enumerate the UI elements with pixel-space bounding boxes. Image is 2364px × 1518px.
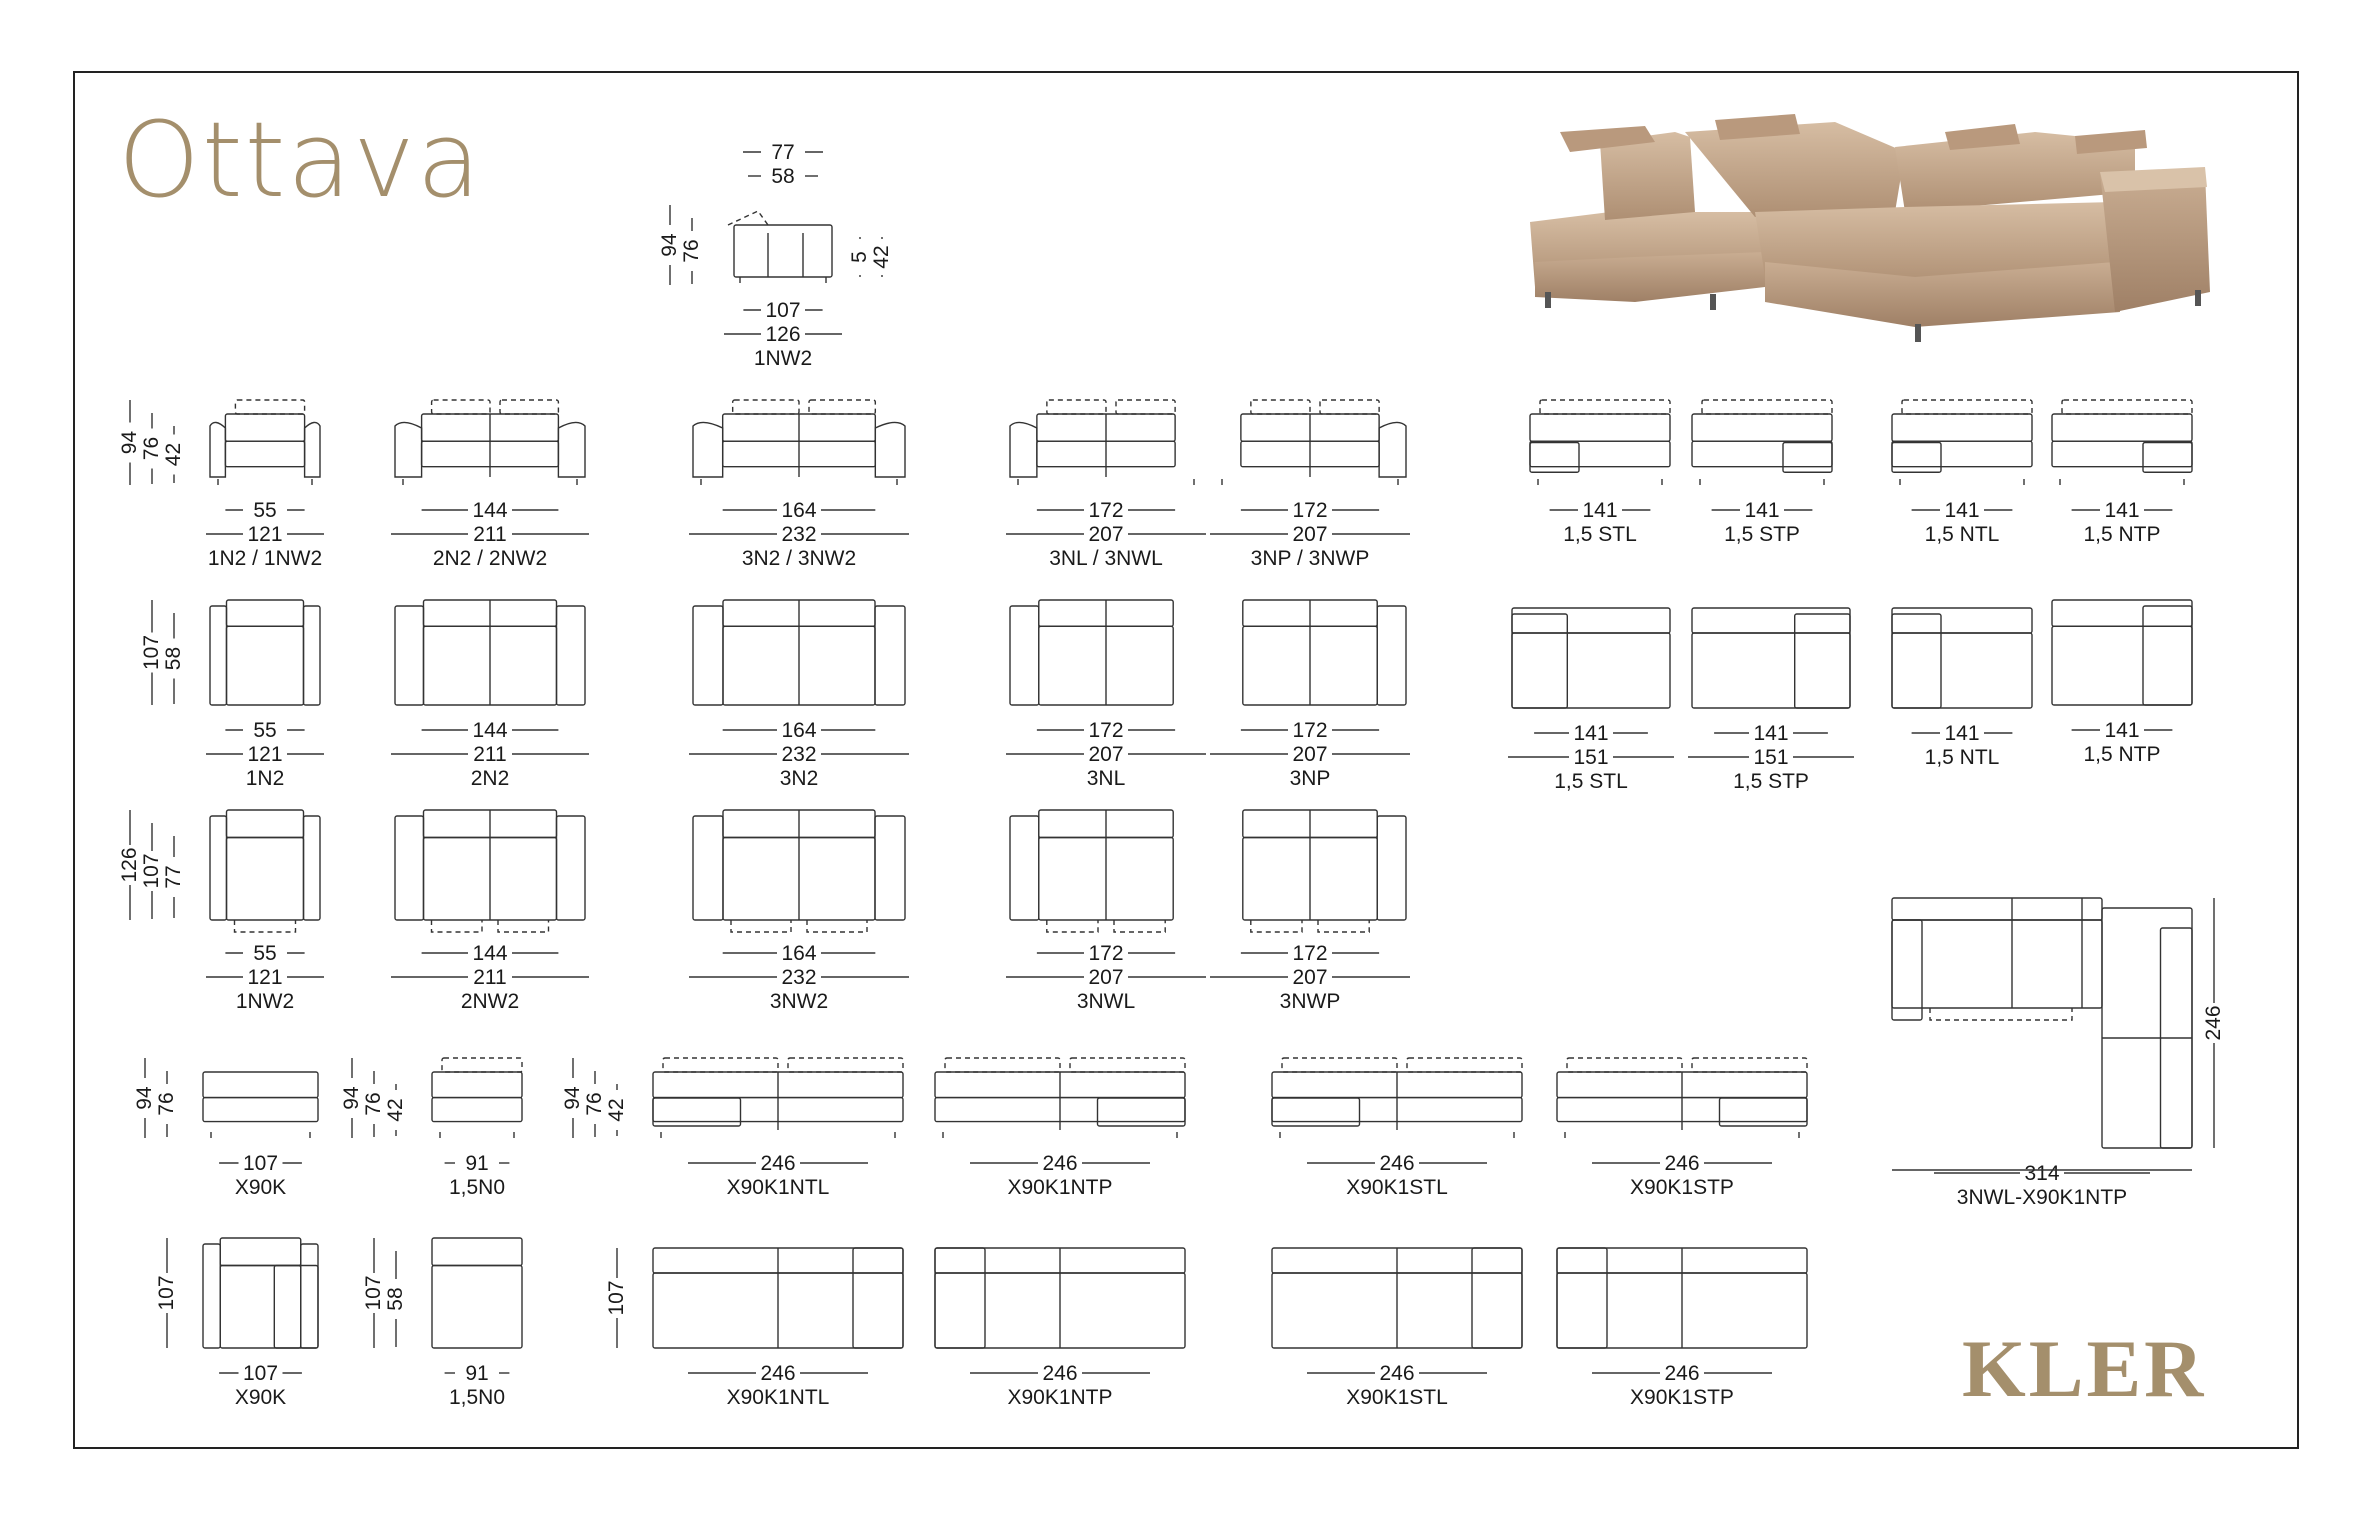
- dimension-label: 172: [1088, 942, 1124, 965]
- drawing-1n2-1nw2-front: [118, 400, 324, 570]
- dimension-label: 232: [781, 523, 817, 546]
- dimension-label: 42: [384, 1098, 407, 1122]
- dimension-label: 232: [781, 966, 817, 989]
- dimension-label: 77: [162, 865, 185, 889]
- dimension-label: 76: [155, 1092, 178, 1116]
- drawing-3nwl-top: [1006, 810, 1206, 1013]
- drawing-x90k1stp-top: [1557, 1248, 1807, 1409]
- model-label: 1NW2: [753, 347, 813, 370]
- dimension-label: 144: [472, 719, 508, 742]
- dimension-label: 94: [561, 1086, 584, 1110]
- model-label: X90K1NTP: [1007, 1386, 1113, 1409]
- dimension-label: 207: [1292, 523, 1328, 546]
- model-label: 1,5 STL: [1554, 770, 1628, 793]
- model-label: 3N2: [779, 767, 819, 790]
- dimension-label: 107: [362, 1275, 385, 1311]
- dimension-label: 151: [1573, 746, 1609, 769]
- drawing-15stl-top: [1508, 608, 1674, 793]
- dimension-label: 76: [140, 436, 163, 461]
- dimension-label: 207: [1292, 743, 1328, 766]
- dimension-label: 172: [1292, 942, 1328, 965]
- dimension-label: 141: [1944, 499, 1980, 522]
- dimension-label: 58: [384, 1287, 407, 1311]
- model-label: 1,5 NTL: [1924, 746, 2000, 769]
- drawing-2n2-top: [391, 600, 589, 790]
- dimension-label: 42: [162, 442, 185, 467]
- drawing-1nw2-top: [118, 810, 324, 1013]
- dimension-label: 172: [1292, 499, 1328, 522]
- drawing-x90k1stl-top: [1272, 1248, 1522, 1409]
- dimension-label: 107: [155, 1275, 178, 1311]
- drawing-3n2-3nw2-front: [689, 400, 909, 570]
- dimension-label: 141: [1582, 499, 1618, 522]
- dimension-label: 76: [362, 1092, 385, 1116]
- model-label: 1,5 STP: [1733, 770, 1809, 793]
- drawing-15ntl-top: [1892, 608, 2032, 769]
- drawing-1n2-top: [140, 600, 324, 790]
- dimension-label: 246: [760, 1362, 796, 1385]
- dimension-label: 172: [1088, 499, 1124, 522]
- model-label: 3N2 / 3NW2: [741, 547, 857, 570]
- model-label: 2N2: [470, 767, 510, 790]
- dimension-label: 42: [605, 1098, 628, 1122]
- dimension-label: 94: [118, 430, 141, 455]
- dimension-label: 55: [253, 942, 277, 965]
- dimension-label: 126: [118, 847, 141, 883]
- dimension-label: 246: [1379, 1152, 1415, 1175]
- model-label: 2NW2: [460, 990, 520, 1013]
- dimension-label: 121: [247, 743, 283, 766]
- dimension-label: 107: [605, 1280, 628, 1316]
- drawing-15n0-front: [340, 1058, 522, 1199]
- dimension-label: 144: [472, 942, 508, 965]
- model-label: 1,5N0: [448, 1176, 506, 1199]
- dimension-label: 55: [253, 719, 277, 742]
- dimension-label: 91: [465, 1362, 489, 1385]
- model-label: X90K: [234, 1176, 287, 1199]
- model-label: X90K1STP: [1630, 1176, 1734, 1199]
- model-label: 3NWL: [1076, 990, 1136, 1013]
- dimension-label: 246: [1042, 1362, 1078, 1385]
- model-label: 1,5 STP: [1724, 523, 1800, 546]
- model-label: X90K: [234, 1386, 287, 1409]
- dimension-label: 107: [765, 299, 801, 322]
- drawing-3nl-3nwl-front: [1006, 400, 1206, 570]
- model-label: 3NWL-X90K1NTP: [1956, 1186, 2128, 1209]
- model-label: 1NW2: [235, 990, 295, 1013]
- dimension-label: 141: [1753, 722, 1789, 745]
- dimension-label: 246: [1379, 1362, 1415, 1385]
- drawing-3nw2-top: [689, 810, 909, 1013]
- dimension-label: 58: [771, 165, 795, 188]
- model-label: 1,5 NTP: [2083, 743, 2161, 766]
- model-label: 1,5N0: [448, 1386, 506, 1409]
- dimension-label: 207: [1088, 966, 1124, 989]
- drawing-x90k1ntl-top: [605, 1248, 903, 1409]
- dimension-label: 55: [253, 499, 277, 522]
- drawing-x90k1stp-front: [1557, 1058, 1807, 1199]
- drawing-15stl-front: [1530, 400, 1670, 546]
- model-label: X90K1NTL: [726, 1386, 830, 1409]
- dimension-label: 172: [1292, 719, 1328, 742]
- dimension-label: 91: [465, 1152, 489, 1175]
- drawing-x90k1ntp-top: [935, 1248, 1185, 1409]
- model-label: X90K1STL: [1346, 1176, 1448, 1199]
- drawing-2nw2-top: [391, 810, 589, 1013]
- model-label: 1,5 STL: [1563, 523, 1637, 546]
- dimension-label: 246: [1664, 1362, 1700, 1385]
- dimension-label: 58: [162, 646, 185, 671]
- drawing-x90k-front: [133, 1058, 318, 1199]
- drawing-x90k1ntp-front: [935, 1058, 1185, 1199]
- model-label: 1N2: [245, 767, 285, 790]
- dimension-label: 246: [1664, 1152, 1700, 1175]
- drawing-3n2-top: [689, 600, 909, 790]
- dimension-label: 211: [473, 523, 507, 546]
- model-label: 3NW2: [769, 990, 829, 1013]
- drawing-3np-top: [1210, 600, 1410, 790]
- dimension-label: 107: [242, 1152, 279, 1175]
- model-label: 1,5 NTL: [1924, 523, 2000, 546]
- dimension-label: 76: [583, 1092, 606, 1116]
- dimension-label: 141: [1573, 722, 1609, 745]
- dimension-label: 172: [1088, 719, 1124, 742]
- dimension-label: 94: [340, 1086, 363, 1110]
- drawing-15ntp-front: [2052, 400, 2192, 546]
- dimension-label: 107: [242, 1362, 279, 1385]
- drawing-3nwl-x90k1ntp: [1892, 898, 2225, 1209]
- model-label: 2N2 / 2NW2: [432, 547, 548, 570]
- model-label: X90K1STP: [1630, 1386, 1734, 1409]
- model-label: X90K1STL: [1346, 1386, 1448, 1409]
- model-label: X90K1NTP: [1007, 1176, 1113, 1199]
- dimension-label: 246: [760, 1152, 796, 1175]
- drawing-2n2-2nw2-front: [391, 400, 589, 570]
- drawing-x90k1stl-front: [1272, 1058, 1522, 1199]
- model-label: 1,5 NTP: [2083, 523, 2161, 546]
- drawing-3nwp-top: [1210, 810, 1410, 1013]
- model-label: 3NP / 3NWP: [1250, 547, 1370, 570]
- dimension-label: 77: [771, 141, 795, 164]
- dimension-label: 94: [133, 1086, 156, 1110]
- dimension-label: 207: [1292, 966, 1328, 989]
- dimension-label: 246: [1042, 1152, 1078, 1175]
- dimension-label: 94: [658, 233, 681, 257]
- dimension-label: 207: [1088, 743, 1124, 766]
- dimension-label: 314: [2024, 1162, 2060, 1185]
- brand-logo: KLER: [1962, 1323, 2207, 1414]
- dimension-label: 164: [781, 499, 817, 522]
- drawing-15ntp-top: [2052, 600, 2192, 766]
- drawing-3np-3nwp-front: [1210, 400, 1410, 570]
- drawing-15n0-top: [362, 1238, 522, 1409]
- drawing-3nl-top: [1006, 600, 1206, 790]
- dimension-label: 141: [1744, 499, 1780, 522]
- drawing-15ntl-front: [1892, 400, 2032, 546]
- drawing-15stp-front: [1692, 400, 1832, 546]
- product-title: Ottava: [118, 99, 483, 221]
- dimension-label: 107: [140, 853, 163, 889]
- dimension-label: 164: [781, 942, 817, 965]
- dimension-label: 76: [680, 239, 703, 263]
- dimension-label: 141: [1944, 722, 1980, 745]
- model-label: 3NL: [1086, 767, 1126, 790]
- dimension-label: 42: [870, 245, 893, 269]
- dimension-label: 211: [473, 966, 507, 989]
- drawing-x90k1ntl-front: [561, 1058, 903, 1199]
- dimension-label: 151: [1753, 746, 1789, 769]
- dimension-label: 207: [1088, 523, 1124, 546]
- model-label: X90K1NTL: [726, 1176, 830, 1199]
- dimension-label: 164: [781, 719, 817, 742]
- model-label: 1N2 / 1NW2: [207, 547, 323, 570]
- dimension-label: 211: [473, 743, 507, 766]
- drawing-x90k-top: [155, 1238, 318, 1409]
- model-label: 3NWP: [1279, 990, 1341, 1013]
- dimension-label: 107: [140, 634, 163, 671]
- dimension-label: 5: [848, 251, 871, 263]
- dimension-label: 246: [2202, 1005, 2225, 1041]
- dimension-label: 144: [472, 499, 508, 522]
- model-label: 3NP: [1289, 767, 1331, 790]
- drawing-1nw2-side: [658, 141, 893, 370]
- dimension-label: 121: [247, 523, 283, 546]
- dimension-label: 121: [247, 966, 283, 989]
- dimension-label: 141: [2104, 499, 2140, 522]
- dimension-label: 232: [781, 743, 817, 766]
- model-label: 3NL / 3NWL: [1049, 547, 1163, 570]
- dimension-label: 141: [2104, 719, 2140, 742]
- dimension-label: 126: [765, 323, 801, 346]
- drawing-15stp-top: [1688, 608, 1854, 793]
